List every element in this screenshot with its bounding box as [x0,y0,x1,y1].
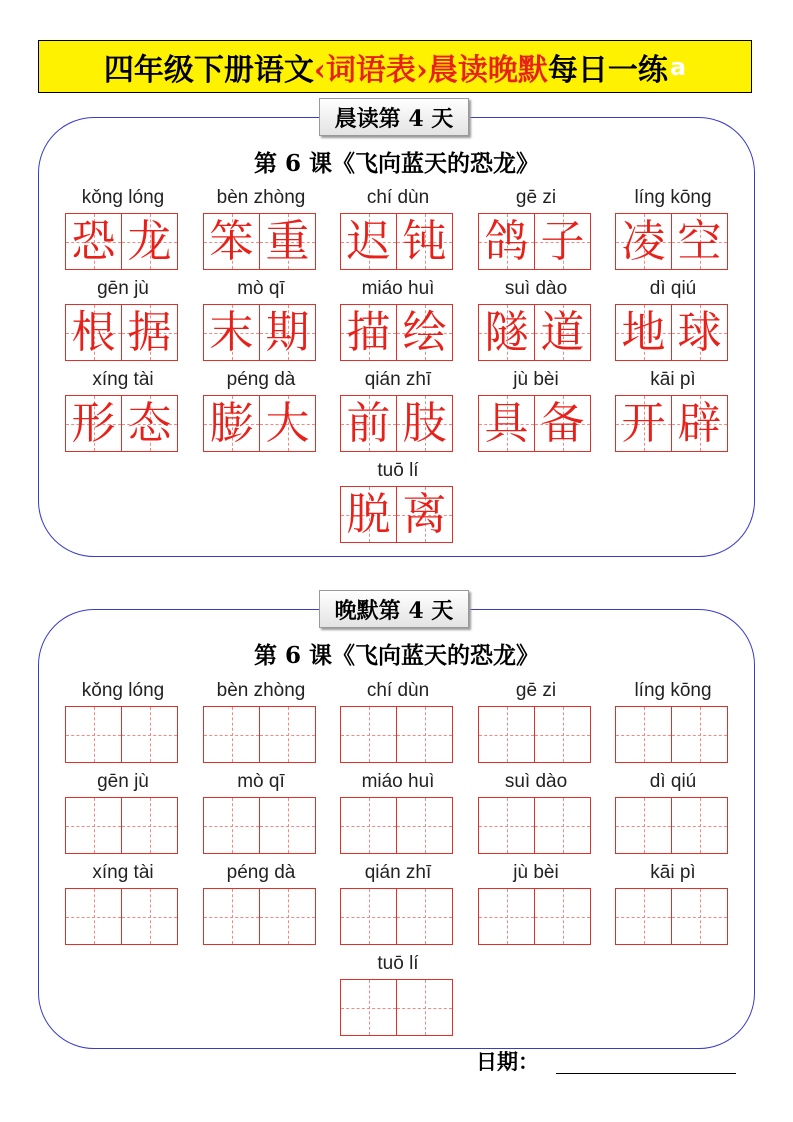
evening-lesson-title: 第 6 课《飞向蓝天的恐龙》 [253,642,540,669]
tianzige-box-pair [340,979,453,1036]
writing-box[interactable] [122,706,178,763]
hanzi-character: 重 [265,215,310,267]
tianzige-box-pair [203,213,316,270]
character-box [478,213,535,270]
morning-lesson-title: 第 6 课《飞向蓝天的恐龙》 [253,150,540,177]
character-box [397,213,453,270]
writing-box[interactable] [615,888,672,945]
character-box [672,304,728,361]
writing-box[interactable] [397,797,453,854]
date-input-line[interactable] [556,1073,736,1074]
writing-box[interactable] [340,888,397,945]
writing-box[interactable] [535,797,591,854]
hanzi-character: 形 [71,397,116,449]
pinyin-label: chí dùn [366,680,430,701]
word-item [340,951,456,1037]
pinyin-label: mò qī [237,771,285,792]
tianzige-box-pair [340,888,453,945]
character-box [260,213,316,270]
writing-box[interactable] [65,706,122,763]
word-item [615,678,731,764]
hanzi-character: 凌 [621,215,666,267]
writing-box[interactable] [535,888,591,945]
tianzige-box-pair [65,888,178,945]
character-box [122,213,178,270]
character-box [122,304,178,361]
word-item [65,185,181,271]
hanzi-character: 末 [209,306,254,358]
pinyin-label: líng kōng [634,680,712,701]
pinyin-label: péng dà [226,369,296,390]
word-item [615,276,731,362]
writing-box[interactable] [672,797,728,854]
word-item [65,276,181,362]
tianzige-box-pair [203,706,316,763]
word-item [65,769,181,855]
pinyin-label: dì qiú [649,771,697,792]
hanzi-character: 态 [127,397,172,449]
tianzige-box-pair [615,213,728,270]
pinyin-label: qián zhī [364,369,432,390]
title-part-grade: 四年级下册语文 [103,52,314,88]
pinyin-label: chí dùn [366,187,430,208]
hanzi-character: 期 [265,306,310,358]
tianzige-box-pair [65,213,178,270]
character-box [122,395,178,452]
word-item [615,769,731,855]
word-item [203,678,319,764]
writing-box[interactable] [122,797,178,854]
word-item [478,185,594,271]
word-item [478,678,594,764]
pinyin-label: gē zi [515,187,557,208]
tianzige-box-pair [615,304,728,361]
character-box [340,304,397,361]
hanzi-character: 根 [71,306,116,358]
writing-box[interactable] [203,706,260,763]
tianzige-box-pair [615,888,728,945]
pinyin-label: gē zi [515,680,557,701]
pinyin-label: xíng tài [92,862,154,883]
hanzi-character: 备 [540,397,585,449]
pinyin-label: xíng tài [92,369,154,390]
word-item [340,185,456,271]
character-box [260,304,316,361]
hanzi-character: 龙 [127,215,172,267]
character-box [672,395,728,452]
writing-box[interactable] [260,797,316,854]
pinyin-label: miáo huì [361,278,435,299]
hanzi-character: 道 [540,306,585,358]
tianzige-box-pair [340,706,453,763]
pinyin-label: suì dào [504,278,568,299]
word-item [203,276,319,362]
tianzige-box-pair [203,888,316,945]
pinyin-label: líng kōng [634,187,712,208]
writing-box[interactable] [672,706,728,763]
tianzige-box-pair [65,304,178,361]
writing-box[interactable] [535,706,591,763]
hanzi-character: 肢 [402,397,447,449]
pinyin-label: mò qī [237,278,285,299]
character-box [340,486,397,543]
word-item [203,860,319,946]
tianzige-box-pair [340,395,453,452]
word-item [203,185,319,271]
character-box [397,486,453,543]
word-item [203,769,319,855]
hanzi-character: 地 [621,306,666,358]
page-title-banner [38,40,752,93]
character-box [535,213,591,270]
hanzi-character: 具 [484,397,529,449]
pinyin-label: kāi pì [650,369,696,390]
word-item [340,860,456,946]
word-item [340,458,456,544]
hanzi-character: 描 [346,306,391,358]
tianzige-box-pair [478,304,591,361]
hanzi-character: 鸽 [484,215,529,267]
word-item [478,276,594,362]
writing-box[interactable] [478,797,535,854]
title-part-daily: 每日一练 [547,52,668,88]
date-label: 日期： [476,1049,539,1074]
character-box [65,304,122,361]
writing-box[interactable] [260,706,316,763]
hanzi-character: 开 [621,397,666,449]
evening-day-tag: 晚默第 4 天 [319,590,469,628]
hanzi-character: 脱 [346,488,391,540]
character-box [203,213,260,270]
tianzige-box-pair [478,395,591,452]
writing-box[interactable] [203,888,260,945]
pinyin-label: dì qiú [649,278,697,299]
hanzi-character: 膨 [209,397,254,449]
word-item [65,860,181,946]
character-box [615,304,672,361]
character-box [340,213,397,270]
pinyin-label: kāi pì [650,862,696,883]
character-box [397,395,453,452]
writing-box[interactable] [340,706,397,763]
word-item [478,769,594,855]
word-item [615,367,731,453]
pinyin-label: kǒng lóng [81,680,165,701]
hanzi-character: 钝 [402,215,447,267]
writing-box[interactable] [340,979,397,1036]
pinyin-label: tuō lí [377,460,419,481]
character-box [203,304,260,361]
hanzi-character: 恐 [71,215,116,267]
character-box [535,395,591,452]
writing-box[interactable] [478,706,535,763]
writing-box[interactable] [65,797,122,854]
pinyin-label: bèn zhòng [216,680,306,701]
character-box [535,304,591,361]
pinyin-label: kǒng lóng [81,187,165,208]
tianzige-box-pair [65,797,178,854]
writing-box[interactable] [478,888,535,945]
word-item [340,769,456,855]
word-item [615,185,731,271]
hanzi-character: 大 [265,397,310,449]
word-item [65,678,181,764]
pinyin-label: miáo huì [361,771,435,792]
character-box [478,395,535,452]
character-box [615,213,672,270]
writing-box[interactable] [615,797,672,854]
pinyin-label: tuō lí [377,953,419,974]
character-box [397,304,453,361]
writing-box[interactable] [397,979,453,1036]
pinyin-label: gēn jù [97,278,149,299]
writing-box[interactable] [65,888,122,945]
word-item [340,678,456,764]
pinyin-label: jù bèi [513,862,559,883]
character-box [203,395,260,452]
pinyin-label: qián zhī [364,862,432,883]
word-item [478,860,594,946]
character-box [340,395,397,452]
tianzige-box-pair [203,304,316,361]
writing-box[interactable] [615,706,672,763]
pinyin-label: jù bèi [513,369,559,390]
tianzige-box-pair [615,395,728,452]
tianzige-box-pair [615,797,728,854]
tianzige-box-pair [478,797,591,854]
hanzi-character: 子 [540,215,585,267]
hanzi-character: 空 [677,215,722,267]
hanzi-character: 球 [677,306,722,358]
writing-box[interactable] [672,888,728,945]
character-box [260,395,316,452]
tianzige-box-pair [65,706,178,763]
word-item [615,860,731,946]
pinyin-label: suì dào [504,771,568,792]
title-part-wordlist: ‹词语表›晨读晚默 [313,52,548,88]
pinyin-label: péng dà [226,862,296,883]
tianzige-box-pair [615,706,728,763]
tianzige-box-pair [478,706,591,763]
tianzige-box-pair [478,888,591,945]
tianzige-box-pair [340,304,453,361]
character-box [65,395,122,452]
word-item [203,367,319,453]
word-item [65,367,181,453]
character-box [672,213,728,270]
character-box [478,304,535,361]
pinyin-label: gēn jù [97,771,149,792]
tianzige-box-pair [340,797,453,854]
hanzi-character: 据 [127,306,172,358]
word-item [340,276,456,362]
word-item [340,367,456,453]
hanzi-character: 迟 [346,215,391,267]
writing-box[interactable] [397,706,453,763]
writing-box[interactable] [203,797,260,854]
hanzi-character: 笨 [209,215,254,267]
tianzige-box-pair [65,395,178,452]
character-box [65,213,122,270]
word-item [478,367,594,453]
tianzige-box-pair [340,486,453,543]
tianzige-box-pair [203,395,316,452]
writing-box[interactable] [260,888,316,945]
title-watermark-letter: a [669,52,687,81]
morning-day-tag: 晨读第 4 天 [319,98,469,136]
character-box [615,395,672,452]
tianzige-box-pair [340,213,453,270]
writing-box[interactable] [122,888,178,945]
tianzige-box-pair [203,797,316,854]
hanzi-character: 辟 [677,397,722,449]
tianzige-box-pair [478,213,591,270]
hanzi-character: 前 [346,397,391,449]
writing-box[interactable] [397,888,453,945]
pinyin-label: bèn zhòng [216,187,306,208]
hanzi-character: 绘 [402,306,447,358]
hanzi-character: 离 [402,488,447,540]
hanzi-character: 隧 [484,306,529,358]
writing-box[interactable] [340,797,397,854]
